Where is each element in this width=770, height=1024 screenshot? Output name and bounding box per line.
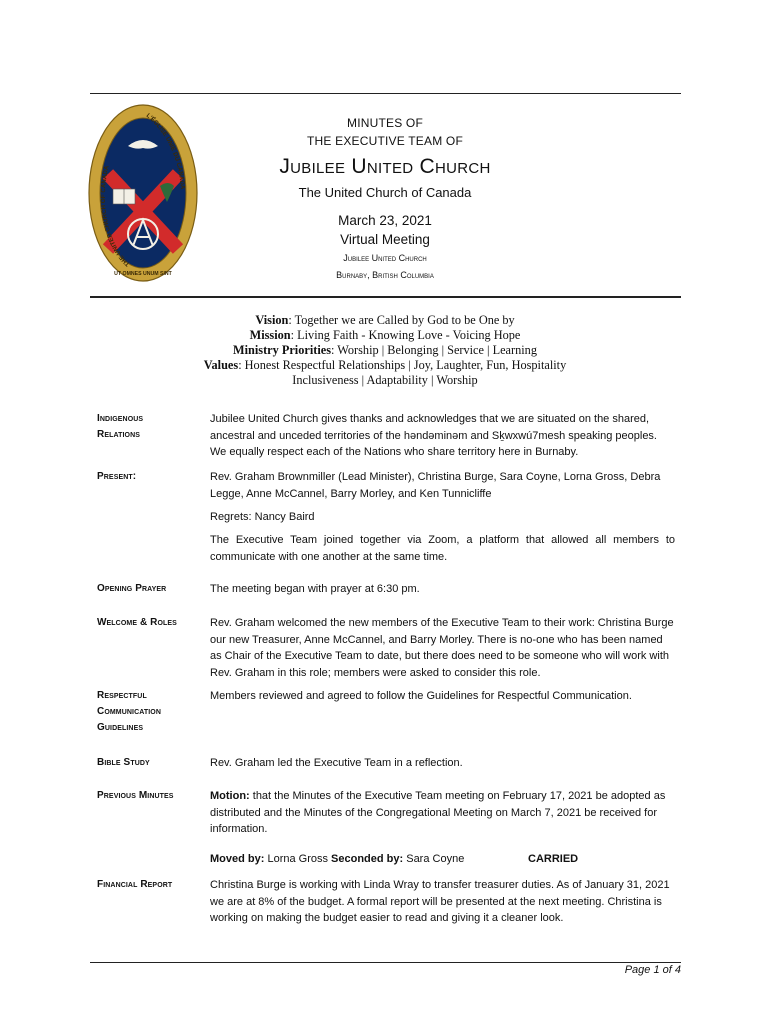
carried-status: CARRIED	[528, 853, 579, 865]
seconded-name: Sara Coyne	[403, 853, 465, 865]
top-rule	[90, 93, 681, 94]
seconded-label: Seconded by:	[331, 853, 404, 865]
denomination: The United Church of Canada	[298, 185, 472, 200]
seal-bottom-text: UT OMNES UNUM SINT	[114, 271, 172, 277]
section-label: Present:	[97, 471, 137, 482]
moved-name: Lorna Gross	[264, 853, 332, 865]
section-text: Christina Burge is working with Linda Wray to transfer treasurer duties. As of January 31, 2021 we are at 8% of the budget. A formal report will be presented at the next meeting. Christina is working on making the budget easier to read and giving it a cleaner look.	[210, 879, 670, 924]
zoom-text: The Executive Team joined together via Zoom, a platform that allowed all members to communicate with one another at the same time.	[210, 534, 675, 563]
values-text-2: Inclusiveness | Adaptability | Worship	[292, 373, 478, 387]
meeting-date: March 23, 2021	[338, 213, 432, 228]
values-text: : Honest Respectful Relationships | Joy, Laughter, Fun, Hospitality	[238, 358, 567, 372]
label-line: Indigenous	[97, 413, 144, 424]
header-line2: THE EXECUTIVE TEAM OF	[307, 134, 463, 148]
label-line: Communication	[97, 706, 161, 717]
values-label: Values	[203, 358, 239, 372]
page-number: Page 1 of 4	[624, 964, 681, 976]
moved-line	[210, 851, 675, 868]
motion-text	[210, 788, 675, 838]
location-line2: Burnaby, British Columbia	[336, 270, 434, 280]
mission-label: Mission	[249, 328, 291, 342]
section-text: Members reviewed and agreed to follow the Guidelines for Respectful Communication.	[210, 690, 632, 702]
section-label: Bible Study	[97, 757, 150, 768]
motion-label: Motion:	[210, 790, 250, 802]
vision-statement	[150, 313, 620, 388]
location-line1: Jubilee United Church	[343, 253, 427, 263]
section-label: Financial Report	[97, 879, 173, 890]
regrets-text: Regrets: Nancy Baird	[210, 511, 315, 523]
section-text: The meeting began with prayer at 6:30 pm.	[210, 583, 420, 595]
vision-label: Vision	[255, 313, 289, 327]
motion-body: that the Minutes of the Executive Team meeting on February 17, 2021 be adopted as distributed and the Minutes of the Congregational Meeting on March 7, 2021 be received for information.	[210, 790, 666, 835]
header-line1: MINUTES OF	[347, 116, 423, 130]
church-name: Jubilee United Church	[279, 155, 491, 178]
moved-label: Moved by:	[210, 853, 265, 865]
section-text: Rev. Graham led the Executive Team in a reflection.	[210, 757, 463, 769]
church-seal-logo	[88, 104, 198, 282]
vision-text: : Together we are Called by God to be One by	[288, 313, 515, 327]
meeting-type: Virtual Meeting	[340, 232, 430, 247]
label-line: Guidelines	[97, 722, 144, 733]
section-label	[97, 411, 207, 443]
section-text: Rev. Graham welcomed the new members of the Executive Team to their work: Christina Burge our new Treasurer, Anne McCannel, and Barry Morley. There is no-one who has been named as Chair of the Executive Team to date, but there does need to be someone who will work with Rev. Graham in this role; members were asked to consider this role.	[210, 617, 674, 679]
label-line: Respectful	[97, 690, 147, 701]
document-header	[240, 114, 530, 283]
footer-rule	[90, 962, 681, 963]
section-label: Opening Prayer	[97, 583, 167, 594]
section-text: Rev. Graham Brownmiller (Lead Minister), Christina Burge, Sara Coyne, Lorna Gross, Debra Legge, Anne McCannel, Barry Morley, and Ken Tunnicliffe	[210, 471, 661, 500]
mission-text: : Living Faith - Knowing Love - Voicing Hope	[290, 328, 521, 342]
seal-left-text: THE UNITED CHURCH OF CANADA	[99, 165, 132, 268]
section-label: Welcome & Roles	[97, 617, 177, 628]
priorities-text: : Worship | Belonging | Service | Learning	[331, 343, 537, 357]
section-label: Previous Minutes	[97, 790, 174, 801]
header-divider	[90, 296, 681, 298]
label-line: Relations	[97, 429, 140, 440]
section-text: Jubilee United Church gives thanks and acknowledges that we are situated on the shared, ancestral and unceded territories of the həndəminəm and Sḵwxwú7mesh speaking peoples. We equally respect each of the Nations who share territory here in Burnaby.	[210, 413, 657, 458]
priorities-label: Ministry Priorities	[233, 343, 332, 357]
seal-right-text: L'ÉGLISE UNIE DU CANADA	[144, 112, 186, 190]
section-label	[97, 688, 207, 736]
